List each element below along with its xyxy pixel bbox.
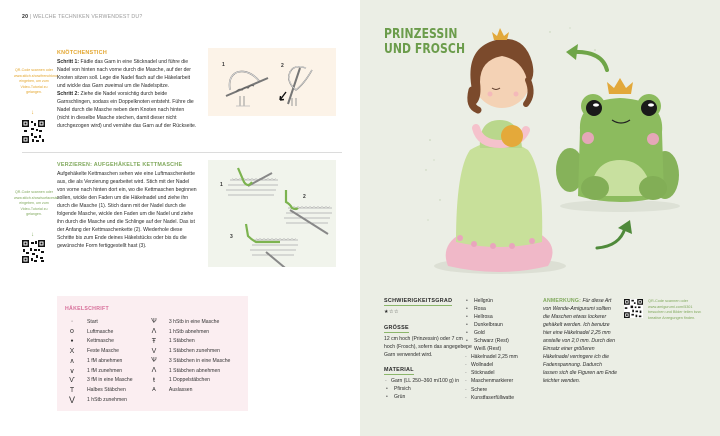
legend-row <box>65 317 147 327</box>
step2-label: Schritt 2: <box>57 90 80 97</box>
hdc-increase-symbol-icon: V <box>68 394 75 405</box>
single-crochet-symbol-icon: X <box>69 347 75 355</box>
legend-label: 1 Doppelstäbchen <box>168 377 210 384</box>
illustration-label: 2 <box>303 194 306 200</box>
material-color: • Gold <box>464 329 554 337</box>
legend-label: 1 hStb zunehmen <box>87 396 127 403</box>
info-column-difficulty-size-material <box>384 297 474 408</box>
legend-row <box>147 385 240 395</box>
surface-slip-stitch-illustration <box>208 160 336 267</box>
illustration-label: 1 <box>222 62 225 68</box>
material-color: • Dunkelbraun <box>464 321 554 329</box>
sc-decrease-symbol-icon: ∧ <box>69 357 75 365</box>
legend-column-left <box>65 317 147 405</box>
surface-slip-stitch-text: Aufgehäkelte Kettmaschen sehen wie eine Luftmaschenkette aus, die als Verzierung gearbeitet wird. Stich mit der Nadel von vorne nach hinten dort ein, wo die Kettmaschen beginnen sollen, wickle den Faden um die Häkelnadel und ziehe ihn durch die Masche (1). Stich dann mit der Nadel durch die folgende Masche, wickle den Faden um die Nadel und ziehe ihn durch die Masche und die Schlinge auf der Nadel. Das ist der Anfang der Kettmaschenkette (2). Wiederhole diese Schritte bis zum Ende deines Häkelstücks oder bis du die gewünschte Form fertiggestellt hast (3). <box>57 170 197 249</box>
legend-row <box>65 376 147 386</box>
chain-symbol-icon: o <box>70 328 74 336</box>
legend-label: Auslassen <box>168 387 193 394</box>
legend-row <box>147 366 240 376</box>
legend-label: Kettmasche <box>87 338 114 345</box>
legend-row <box>147 327 240 337</box>
knot-stitch-illustration <box>208 48 336 116</box>
legend-row <box>65 356 147 366</box>
legend-label: 1 fM zunehmen <box>87 367 123 374</box>
legend-row <box>65 346 147 356</box>
material-color: • Rosa <box>464 305 554 313</box>
step2-text: Ziehe die Nadel vorsichtig durch beide Garnschlingen, sodass ein Doppelknoten entsteht. Führe die Nadel durch die Masche neben dem Knoten nach hinten (nicht in dieselbe Masche stechen, damit dieser nicht durchgezogen wird) und vernähe das Garn auf der Rückseite. <box>57 90 197 129</box>
legend-label: 1 Stäbchen <box>168 338 195 345</box>
qr-code-knot[interactable] <box>22 120 45 143</box>
page-number: 20 <box>22 14 29 20</box>
note-body: Für diese Art von Wende-Amigurumi sollten die Maschen etwas lockerer gehäkelt werden. Ich benutze hier eine Häkelnadel 2,25 mm anstelle von 2,0 mm. Durch den Einsatz einer größeren Häkelnadel verringere ich die Fadenspannung. Dadurch lassen sich die Figuren am Ende leichter wenden. <box>543 298 617 385</box>
legend-heading: HÄKELSCHRIFT <box>65 306 109 312</box>
three-sc-symbol-icon: Ѵ <box>69 376 75 384</box>
legend-row <box>147 337 240 347</box>
qr-code-surface-slip[interactable] <box>22 240 45 263</box>
material-tool: - Maschenmarkierer <box>464 377 554 385</box>
dc-increase-symbol-icon: V <box>151 347 157 355</box>
legend-label: Halbes Stäbchen <box>87 387 126 394</box>
material-tool: - Schere <box>464 386 554 394</box>
dc-decrease-symbol-icon: Ʌ <box>151 367 157 375</box>
info-column-note <box>543 297 618 386</box>
legend-label: Feste Masche <box>87 348 119 355</box>
info-column-materials-list <box>464 297 554 402</box>
arrow-down-icon: ↓ <box>31 232 34 238</box>
legend-row <box>65 385 147 395</box>
difficulty-stars-icon: ★☆☆ <box>384 309 399 315</box>
step1-text: Fädle das Garn in eine Sticknadel und führe die Nadel von hinten nach vorne durch die Masche, auf der der Knoten sitzen soll. Lege die Nadel flach auf die Häkelarbeit und wickle das Garn zweimal um die Nadelspitze. <box>57 58 191 89</box>
material-tool: - Wollnadel <box>464 361 554 369</box>
qr-note-knot: QR-Code scannen oder www.stiich.show/frenchknot eingeben, um zum Video-Tutorial zu gelangen. <box>14 68 58 95</box>
legend-row <box>65 395 147 405</box>
surface-slip-stitch-heading: VERZIEREN: AUFGEHÄKELTE KETTMASCHE <box>57 162 183 168</box>
legend-label: Start <box>87 318 98 325</box>
material-yarn: - Garn (LL 250–360 m/100 g) in <box>384 377 474 385</box>
title-line-2: UND FROSCH <box>384 42 466 57</box>
legend-label: 3 Stäbchen in eine Masche <box>168 357 231 364</box>
knot-stitch-text <box>57 58 197 130</box>
material-color: • Schwarz (Rest) <box>464 337 554 345</box>
needle-thread-drawing-icon <box>208 48 336 116</box>
legend-label: 3 hStb in eine Masche <box>168 318 220 325</box>
illustration-label: 3 <box>230 234 233 240</box>
arrow-down-icon: ↓ <box>31 110 34 116</box>
step1-label: Schritt 1: <box>57 58 80 65</box>
material-heading: MATERIAL <box>384 367 414 374</box>
illustration-label: 2 <box>281 63 284 69</box>
chapter-title: WELCHE TECHNIKEN VERWENDEST DU? <box>33 14 143 20</box>
treble-crochet-symbol-icon: ŧ <box>152 376 155 384</box>
hdc-decrease-symbol-icon: Ʌ <box>151 328 157 336</box>
material-tool: - Häkelnadel 2,25 mm <box>464 353 554 361</box>
skip-symbol-icon: A <box>152 387 156 394</box>
material-tool: - Kunstfaserfüllwatte <box>464 394 554 402</box>
half-double-symbol-icon: T <box>69 386 75 394</box>
page-header <box>22 14 142 20</box>
three-dc-symbol-icon: Ѱ <box>151 357 157 365</box>
slip-stitch-symbol-icon: ● <box>70 338 74 345</box>
material-color: • Grün <box>384 393 474 401</box>
crochet-chart-legend <box>57 296 248 411</box>
note-lead: ANMERKUNG: <box>543 298 582 304</box>
illustration-label: 1 <box>220 182 223 188</box>
legend-row <box>147 356 240 366</box>
legend-label: 1 hStb abnehmen <box>168 328 210 335</box>
header-separator: | <box>28 14 34 20</box>
size-text: 12 cm hoch (Prinzessin) oder 7 cm hoch (Frosch), sofern das angegebene Garn verwendet wird. <box>384 336 472 359</box>
princess-and-frog-photo <box>420 20 720 282</box>
title-line-1: PRINZESSIN <box>384 27 458 42</box>
legend-label: 1 fM abnehmen <box>87 357 123 364</box>
legend-label: 3 fM in eine Masche <box>87 377 133 384</box>
sc-increase-symbol-icon: ∨ <box>69 367 75 375</box>
section-divider <box>22 152 342 153</box>
difficulty-heading: SCHWIERIGKEITSGRAD <box>384 298 453 304</box>
legend-row <box>147 317 240 327</box>
material-tool: - Sticknadel <box>464 369 554 377</box>
legend-label: 1 Stäbchen abnehmen <box>168 367 221 374</box>
qr-code-amigurumi[interactable] <box>624 299 643 318</box>
legend-row <box>65 337 147 347</box>
knot-stitch-section <box>57 50 197 130</box>
legend-row <box>65 327 147 337</box>
material-color: • Weiß (Rest) <box>464 345 554 353</box>
legend-row <box>147 346 240 356</box>
double-crochet-symbol-icon: Ŧ <box>151 337 157 345</box>
material-color: • Hellgrün <box>464 297 554 305</box>
material-color: • Hellrosa <box>464 313 554 321</box>
crochet-fabric-drawing-icon <box>208 160 336 267</box>
legend-row <box>65 366 147 376</box>
note-text <box>543 297 618 386</box>
start-symbol-icon: · <box>70 318 74 326</box>
right-page <box>360 0 720 436</box>
legend-label: 1 Stäbchen zunehmen <box>168 348 220 355</box>
material-color: • Pfirsich <box>384 385 474 393</box>
surface-slip-stitch-section <box>57 162 197 250</box>
legend-label: Luftmasche <box>87 328 114 335</box>
size-heading: GRÖSSE <box>384 325 409 332</box>
qr-note-amigurumi: QR-Code scannen oder www.amigurumi.com/5301 besuchen und Bilder teilen bzw. kreative Anregungen finden. <box>648 299 702 320</box>
knot-stitch-heading: KNÖTCHENSTICH <box>57 50 107 56</box>
legend-column-right <box>147 317 240 405</box>
three-hdc-symbol-icon: Ѱ <box>151 318 157 326</box>
legend-row <box>147 376 240 386</box>
qr-note-surface-slip: QR-Code scannen oder www.stiich.show/surfaceslst eingeben, um zum Video-Tutorial zu gelangen. <box>14 190 59 217</box>
